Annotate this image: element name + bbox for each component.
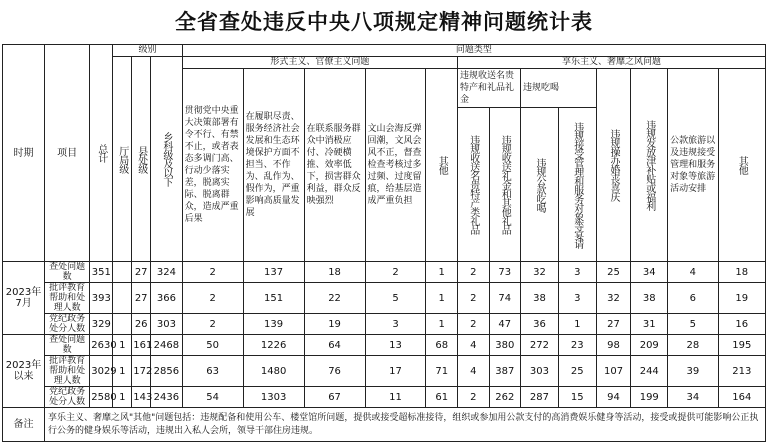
header-formalism-2: 在履职尽责、服务经济社会发展和生态环境保护方面不担当、不作为、乱作为、假作为，严重影响高质量发展 (243, 69, 304, 262)
header-gifts: 违规收送名贵特产和礼品礼金 (458, 69, 521, 108)
xiang-cell: 366 (151, 283, 183, 314)
eat1-cell: 303 (521, 356, 559, 387)
table-row (3, 335, 766, 356)
total-cell: 2580 (90, 387, 113, 408)
note-label: 备注 (3, 408, 45, 442)
f4-cell: 5 (365, 283, 426, 314)
gift2-cell: 387 (489, 356, 521, 387)
header-formalism: 形式主义、官僚主义问题 (182, 57, 457, 69)
note-row (3, 408, 766, 442)
f4-cell: 2 (365, 262, 426, 283)
h-other-cell: 19 (718, 283, 765, 314)
header-formalism-1: 贯彻党中央重大决策部署有令不行、有禁不止，或者表态多调门高、行动少落实差，脱离实际、脱离群众，造成严重后果 (182, 69, 243, 262)
wedding-cell: 94 (596, 387, 631, 408)
item-cell: 党纪政务处分人数 (45, 314, 90, 335)
gift2-cell: 74 (489, 283, 521, 314)
wedding-cell: 27 (596, 314, 631, 335)
eat1-cell: 32 (521, 262, 559, 283)
f2-cell: 1480 (243, 356, 304, 387)
ting-cell: 1 (113, 356, 132, 387)
f-other-cell: 1 (426, 283, 458, 314)
f4-cell: 11 (365, 387, 426, 408)
h-other-cell: 18 (718, 262, 765, 283)
header-level: 级别 (113, 45, 182, 57)
eat1-cell: 36 (521, 314, 559, 335)
f3-cell: 76 (304, 356, 365, 387)
f2-cell: 137 (243, 262, 304, 283)
f-other-cell: 68 (426, 335, 458, 356)
f3-cell: 19 (304, 314, 365, 335)
f4-cell: 17 (365, 356, 426, 387)
eat2-cell: 25 (558, 356, 596, 387)
gift1-cell: 4 (458, 356, 490, 387)
eat2-cell: 15 (558, 387, 596, 408)
gift1-cell: 4 (458, 335, 490, 356)
header-level-xiang: 乡科级及以下 (151, 57, 183, 262)
travel-cell: 39 (668, 356, 718, 387)
xiang-cell: 2468 (151, 335, 183, 356)
header-allowance: 违规发放津补贴或福利 (631, 69, 668, 262)
gift2-cell: 380 (489, 335, 521, 356)
allowance-cell: 38 (631, 283, 668, 314)
f-other-cell: 61 (426, 387, 458, 408)
f3-cell: 67 (304, 387, 365, 408)
wedding-cell: 98 (596, 335, 631, 356)
header-period: 时期 (3, 45, 45, 262)
item-cell: 批评教育帮助和处理人数 (45, 356, 90, 387)
header-formalism-4: 文山会海反弹回潮，文风会风不正，督查检查考核过多过频、过度留痕，给基层造成严重负担 (365, 69, 426, 262)
h-other-cell: 164 (718, 387, 765, 408)
travel-cell: 5 (668, 314, 718, 335)
item-cell: 查处问题数 (45, 262, 90, 283)
h-other-cell: 213 (718, 356, 765, 387)
xiang-cell: 303 (151, 314, 183, 335)
statistics-table (2, 44, 766, 442)
f1-cell: 2 (182, 262, 243, 283)
ting-cell (113, 262, 132, 283)
header-eat-2: 违规接受管理和服务对象等宴请 (558, 108, 596, 262)
f2-cell: 1226 (243, 335, 304, 356)
allowance-cell: 199 (631, 387, 668, 408)
eat2-cell: 3 (558, 262, 596, 283)
total-cell: 351 (90, 262, 113, 283)
item-cell: 查处问题数 (45, 335, 90, 356)
f1-cell: 2 (182, 314, 243, 335)
xian-cell: 172 (132, 356, 151, 387)
xiang-cell: 2856 (151, 356, 183, 387)
total-cell: 3029 (90, 356, 113, 387)
travel-cell: 6 (668, 283, 718, 314)
header-eat-1: 违规公款吃喝 (521, 108, 559, 262)
eat2-cell: 1 (558, 314, 596, 335)
f4-cell: 3 (365, 314, 426, 335)
xian-cell: 161 (132, 335, 151, 356)
page-title: 全省查处违反中央八项规定精神问题统计表 (175, 10, 593, 34)
period-cell: 2023年以来 (3, 335, 45, 408)
ting-cell (113, 314, 132, 335)
header-level-ting: 厅局级 (113, 57, 132, 262)
f-other-cell: 1 (426, 314, 458, 335)
header-formalism-other: 其他 (426, 69, 458, 262)
gift1-cell: 2 (458, 283, 490, 314)
eat2-cell: 3 (558, 283, 596, 314)
item-cell: 批评教育帮助和处理人数 (45, 283, 90, 314)
f-other-cell: 1 (426, 262, 458, 283)
f3-cell: 22 (304, 283, 365, 314)
table-row (3, 356, 766, 387)
table-row (3, 314, 766, 335)
eat1-cell: 287 (521, 387, 559, 408)
f3-cell: 64 (304, 335, 365, 356)
gift2-cell: 73 (489, 262, 521, 283)
header-problem-type: 问题类型 (182, 45, 765, 57)
item-cell: 党纪政务处分人数 (45, 387, 90, 408)
xian-cell: 27 (132, 262, 151, 283)
gift2-cell: 262 (489, 387, 521, 408)
ting-cell: 1 (113, 387, 132, 408)
allowance-cell: 209 (631, 335, 668, 356)
total-cell: 393 (90, 283, 113, 314)
f4-cell: 13 (365, 335, 426, 356)
note-text: 享乐主义、奢靡之风"其他"问题包括：违规配备和使用公车、楼堂馆所问题，提供或接受超标准接待，组织或参加用公款支付的高消费娱乐健身等活动，接受或提供可能影响公正执行公务的健身娱乐等活动，违规出入私人会所，领导干部住房违规。 (45, 408, 766, 442)
header-gift-1: 违规收送名贵特产类礼品 (458, 108, 490, 262)
travel-cell: 34 (668, 387, 718, 408)
header-total: 总计 (90, 45, 113, 262)
period-cell: 2023年7月 (3, 262, 45, 335)
f2-cell: 151 (243, 283, 304, 314)
eat1-cell: 38 (521, 283, 559, 314)
wedding-cell: 107 (596, 356, 631, 387)
header-gift-2: 违规收送礼金和其他礼品 (489, 108, 521, 262)
f-other-cell: 71 (426, 356, 458, 387)
table-row (3, 387, 766, 408)
allowance-cell: 34 (631, 262, 668, 283)
h-other-cell: 195 (718, 335, 765, 356)
header-hedonism-other: 其他 (718, 69, 765, 262)
f3-cell: 18 (304, 262, 365, 283)
xian-cell: 143 (132, 387, 151, 408)
header-hedonism: 享乐主义、奢靡之风问题 (458, 57, 766, 69)
gift2-cell: 47 (489, 314, 521, 335)
xiang-cell: 2436 (151, 387, 183, 408)
header-wedding: 违规操办婚丧喜庆 (596, 69, 631, 262)
travel-cell: 28 (668, 335, 718, 356)
gift1-cell: 2 (458, 262, 490, 283)
f2-cell: 1303 (243, 387, 304, 408)
table-row (3, 262, 766, 283)
allowance-cell: 31 (631, 314, 668, 335)
f1-cell: 2 (182, 283, 243, 314)
xian-cell: 26 (132, 314, 151, 335)
header-travel: 公款旅游以及违规接受管理和服务对象等旅游活动安排 (668, 69, 718, 262)
xian-cell: 27 (132, 283, 151, 314)
gift1-cell: 2 (458, 314, 490, 335)
f1-cell: 50 (182, 335, 243, 356)
f2-cell: 139 (243, 314, 304, 335)
ting-cell: 1 (113, 335, 132, 356)
header-level-xian: 县处级 (132, 57, 151, 262)
header-item: 项目 (45, 45, 90, 262)
travel-cell: 4 (668, 262, 718, 283)
wedding-cell: 32 (596, 283, 631, 314)
allowance-cell: 244 (631, 356, 668, 387)
table-row (3, 283, 766, 314)
ting-cell (113, 283, 132, 314)
total-cell: 2630 (90, 335, 113, 356)
eat2-cell: 23 (558, 335, 596, 356)
xiang-cell: 324 (151, 262, 183, 283)
total-cell: 329 (90, 314, 113, 335)
header-eating: 违规吃喝 (521, 69, 597, 108)
eat1-cell: 272 (521, 335, 559, 356)
f1-cell: 63 (182, 356, 243, 387)
h-other-cell: 16 (718, 314, 765, 335)
header-formalism-3: 在联系服务群众中消极应付、冷硬横推、效率低下，损害群众利益，群众反映强烈 (304, 69, 365, 262)
gift1-cell: 2 (458, 387, 490, 408)
wedding-cell: 25 (596, 262, 631, 283)
f1-cell: 54 (182, 387, 243, 408)
